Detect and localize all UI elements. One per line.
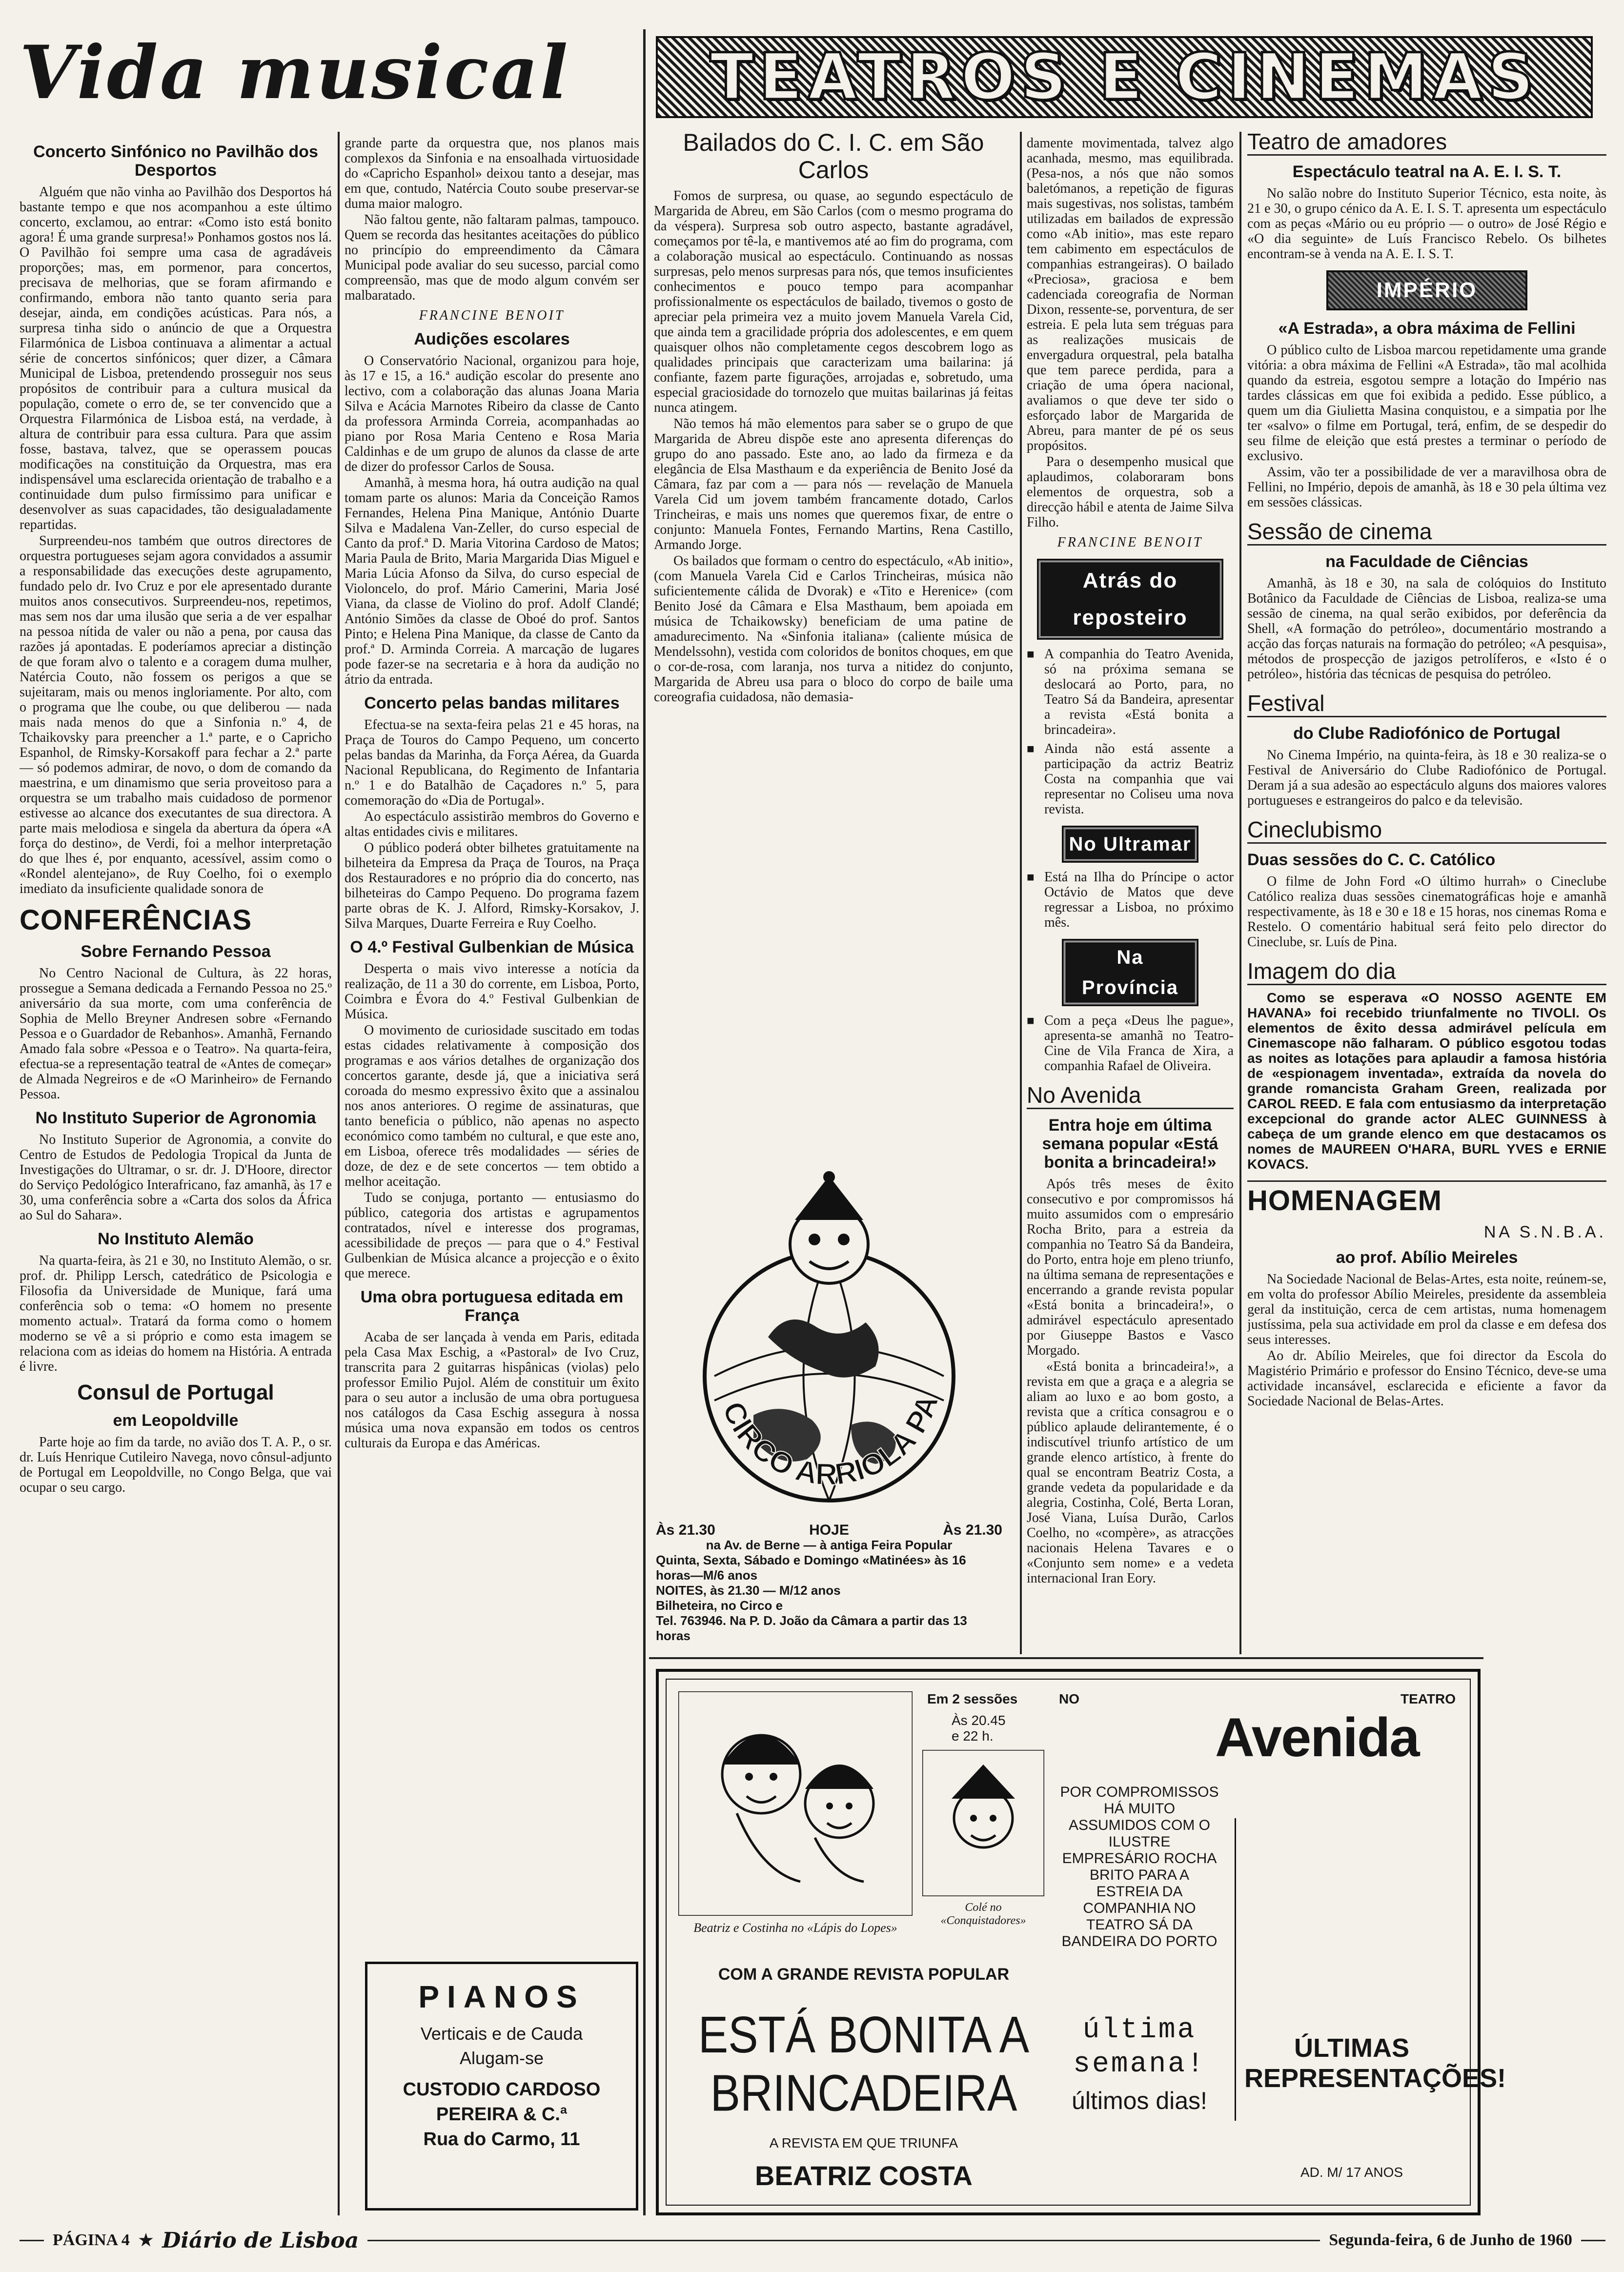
issue-date: Segunda-feira, 6 de Junho de 1960 [1329,2231,1572,2249]
circus-ad-text [656,1522,1002,1643]
bullet-icon: ■ [1027,647,1035,661]
tag-no-ultramar: No Ultramar [1064,828,1196,861]
circus-schedule: Quinta, Sexta, Sábado e Domingo «Matinées» às 16 horas—M/6 anos [656,1553,966,1582]
article-paragraph: «Está bonita a brincadeira!», a revista em que a graça e a alegria se aliam ao luxo e ao bom gosto, a revista que a crítica consagrou e o público aplaude delirantemente, é o indiscutível triunfo artístico de um grande elenco artístico, à frente do qual se encontram Beatriz Costa, a grande vedeta da popularidade e da alegria, Costinha, Colé, Berta Loran, José Viana, Luísa Durão, Carlos Coelho, no «compère», as atracções nacionais Helena Tavares e o «Conjunto sem nome» e a vedeta internacional Iran Eory. [1027,1359,1234,1586]
ad-ultimas-representacoes: ÚLTIMAS REPRESENTAÇÕES! [1244,2033,1506,2093]
article-paragraph: Desperta o mais vivo interesse a notícia da realização, de 11 a 30 do corrente, em Lisboa, Porto, Coimbra e Évora do 4.º Festival Gulbenkian de Música. [345,961,639,1022]
footer-rule [20,2240,44,2241]
page-number: PÁGINA 4 [53,2231,130,2249]
circus-time: Às 21.30 [656,1522,715,1538]
caricature-caption: Beatriz e Costinha no «Lápis do Lopes» [693,1921,897,1935]
news-brief-text: A companhia do Teatro Avenida, só na próxima semana se deslocará ao Porto, para, no Teatro Sá da Bandeira, apresentar a revista «Está bonita a brincadeira». [1044,647,1234,737]
page-footer [20,2228,1605,2252]
column-2 [345,136,639,1951]
headline-audicoes: Audições escolares [414,330,570,348]
circus-location: na Av. de Berne — à antiga Feira Popular [706,1538,953,1552]
pianos-line: Verticais e de Cauda [420,2024,583,2044]
headline-a-estrada: «A Estrada», a obra máxima de Fellini [1278,319,1576,338]
ad-age: AD. M/ 17 ANOS [1300,2165,1403,2180]
footer-rule [1581,2240,1605,2241]
article-paragraph: O movimento de curiosidade suscitado em todas estas cidades relativamente à composição dos programas e aos vários detalhes de organização dos concertos garante, desde já, que a iniciativa será coroada do mesmo expressivo êxito que a assinalou nos anos anteriores. O regime de assinaturas, que tanto beneficia o público, não apenas no aspecto económico como também no cultural, e que este ano, em Lisboa, oferece três modalidades — séries de doze, de dez e de sete concertos — tem obtido a melhor aceitação. [345,1023,639,1189]
ad-triunfa: A REVISTA EM QUE TRIUNFA [769,2135,958,2150]
caricature-icon [678,1691,913,1916]
pianos-address: Rua do Carmo, 11 [423,2129,580,2150]
tag-imperio: IMPÉRIO [1326,270,1527,310]
newspaper-name: Diário de Lisboa [162,2228,359,2253]
article-paragraph: grande parte da orquestra que, nos planos mais complexos da Sinfonia e na ensoalhada virtuosidade do «Capricho Espanhol» deixou tanto a desejar, mas em que, contudo, Natércia Couto soube preservar-se duma maior malogro. [345,136,639,211]
circus-nights: NOITES, às 21.30 — M/12 anos [656,1583,841,1598]
article-paragraph: No salão nobre do Instituto Superior Técnico, esta noite, às 21 e 30, o grupo cénico da A. E. I. S. T. apresenta um espectáculo com as peças «Mário ou eu próprio — o outro» de José Régio e «O dia seguinte» de Luís Francisco Rebelo. Os bilhetes encontram-se à venda na A. E. I. S. T. [1247,186,1606,262]
teatros-cinemas-title: TEATROS E CINEMAS [710,40,1539,115]
article-paragraph: O público culto de Lisboa marcou repetidamente uma grande vitória: a obra máxima de Fellini «A Estrada», tão mal acolhida quando da estreia, esgotou sempre a lotação do Império nas tardes clássicas em que foi exibida a pedido. Esse público, a quem um dia Giulietta Masina conquistou, e a simpatia por lhe ter «salvo» o filme em Portugal, terá, enfim, de se despedir do seu filme de eleição que está prestes a terminar o período de exclusivo. [1247,343,1606,464]
news-brief [1027,1013,1234,1074]
headline-bailados: Bailados do C. I. C. em São Carlos [683,129,984,183]
headline-bandas-militares: Concerto pelas bandas militares [364,694,620,712]
circus-name: CIRCO ARRIOLA PA [715,1390,945,1492]
tag-na-provincia: Na Província [1064,941,1196,1004]
ad-no: NO [1059,1691,1079,1706]
headline-no-avenida: No Avenida [1027,1082,1234,1109]
subhead-faculdade-ciencias: na Faculdade de Ciências [1325,552,1528,571]
circus-time: Às 21.30 [943,1522,1002,1538]
pianos-line: Alugam-se [459,2048,544,2068]
signature: FRANCINE BENOIT [419,308,565,323]
article-paragraph: O filme de John Ford «O último hurrah» o Cineclube Católico realiza duas sessões cinematográficas hoje e amanhã respectivamente, às 18 e 30 e 18 e 15 horas, nos cinemas Roma e Restelo. O comentário habitual será feito pelo director do Cineclube, sr. Luís de Pina. [1247,874,1606,950]
headline-festival: Festival [1247,690,1606,717]
news-brief [1027,647,1234,737]
article-paragraph: Ao espectáculo assistirão membros do Governo e altas entidades civis e militares. [345,809,639,839]
headline-gulbenkian: O 4.º Festival Gulbenkian de Música [350,938,634,956]
subhead-espetaculo-aeist: Espectáculo teatral na A. E. I. S. T. [1292,162,1562,181]
circus-phone: Tel. 763946. Na P. D. João da Câmara a partir das 13 horas [656,1613,967,1643]
bullet-icon: ■ [1027,742,1035,756]
headline-sessao-cinema: Sessão de cinema [1247,519,1606,546]
subhead-fernando-pessoa: Sobre Fernando Pessoa [81,942,271,961]
article-paragraph: Para o desempenho musical que aplaudimos, colaboraram bons elementos de orquestra, sob a direcção hábil e atenta de Jaime Silva Filho. [1027,454,1234,530]
vida-musical-title: Vida musical [20,30,570,116]
pianos-company: CUSTODIO CARDOSO [403,2079,601,2100]
ad-compromissos: POR COMPROMISSOS HÁ MUITO ASSUMIDOS COM O ILUSTRE EMPRESÁRIO ROCHA BRITO PARA A ESTREIA DA COMPANHIA NO TEATRO SÁ DA BANDEIRA DO PORTO [1060,1784,1219,1949]
circus-tickets: Bilheteira, no Circo e [656,1598,783,1613]
headline-cineclubismo: Cineclubismo [1247,817,1606,844]
headline-agronomia: No Instituto Superior de Agronomia [35,1109,316,1127]
bullet-icon: ■ [1027,1014,1035,1028]
ad-avenida-name: Avenida [1215,1707,1419,1768]
tag-atras-do-reposteiro: Atrás do reposteiro [1039,561,1221,638]
column-rule [1020,132,1022,1654]
subhead-snba: NA S.N.B.A. [1483,1223,1606,1241]
column-4 [1027,136,1234,1653]
article-paragraph: Tudo se conjuga, portanto — entusiasmo do público, categoria dos artistas e agrupamentos contratados, nível e interesse dos programas, acessibilidade de preços — para que o 4.º Festival Gulbenkian de Música alcance a projecção e o êxito que merece. [345,1190,639,1281]
headline-consul: Consul de Portugal [77,1380,274,1404]
article-paragraph: O público poderá obter bilhetes gratuitamente na bilheteira da Empresa da Praça de Touros, na Praça dos Restauradores e no próprio dia do concerto, nas bilheteiras do Campo Pequeno. Do programa fazem parte obras de K. J. Alford, Rimsky-Korsakov, J. Silva Marques, Duarte Ferreira e Ruy Coelho. [345,840,639,931]
article-paragraph: Amanhã, à mesma hora, há outra audição na qual tomam parte os alunos: Maria da Conceição Ramos Fernandes, Helena Pina Manique, António Duarte Silva e Madalena Van-Zeller, do curso especial de Canto da prof.ª D. Maria Vitorina Cardoso de Matos; Maria Paula de Brito, Maria Margarida Dias Miguel e Maria Lúcia Afonso da Silva, do curso especial de Violoncelo, do prof. Mário Camerini, Maria José Viana, da classe de Violino do prof. Adolf Clandé; António Simões da classe de Oboé do prof. Santos Pinto; e Helena Pina Manique, da classe de Canto da prof.ª D. Arminda Correia. A marcação de lugares pode fazer-se na secretaria e à hora da audição no átrio da entrada. [345,475,639,687]
footer-rule [367,2240,1320,2241]
article-paragraph: Alguém que não vinha ao Pavilhão dos Desportos há bastante tempo e que nos acompanhou a este último concerto, exclamou, ao entrar: «Como isto está bonito agora! É uma grande surpresa!» Ponhamos gostos nos lá. O Pavilhão foi sempre uma casa de agradáveis proporções; mas, em pormenor, para concertos, precisava de melhorias, que se foram afirmando e confirmando, embora não tanto quanto seria para desejar, ainda, em condições acústicas. Para nós, a surpresa tinha sido o anúncio de que a Orquestra Filarmónica de Lisboa continuava a alimentar a actual série de concertos sinfónicos; quer dizer, a Câmara Municipal de Lisboa, pretendendo prosseguir nos seus propósitos de contribuir para a cultura musical da população, comete o erro de, se ter convencido que a Orquestra Filarmónica de Lisboa está, na verdade, à altura de contribuir para essa cultura. Para que assim fosse, bastava, talvez, que se operassem poucas modificações na constituição da Orquestra, mas era indispensável uma esclarecida orientação de trabalho e a continuidade dum pulso firmíssimo para unificar e desenvolver as suas capacidades, tão desigualadamente repartidas. [20,184,332,532]
news-brief [1027,870,1234,930]
subhead-clube-radiofonico: do Clube Radiofónico de Portugal [1293,724,1561,743]
news-brief [1027,741,1234,817]
ad-sessions: Em 2 sessões [927,1691,1018,1706]
article-paragraph: O Conservatório Nacional, organizou para hoje, às 17 e 15, a 16.ª audição escolar do presente ano lectivo, com a colaboração das alunas Joana Maria Silva e Acácia Marnotes Ribeiro da classe de Canto da professora Arminda Correia, acompanhadas ao piano por Rosa Maria Centeno e Rosa Maria Caldinhas e de um grupo de alunos da classe de arte de dizer do professor Carlos de Sousa. [345,353,639,474]
article-paragraph: No Instituto Superior de Agronomia, a convite do Centro de Estudos de Pedologia Tropical da Junta de Investigações do Ultramar, o sr. dr. J. D'Hoore, director do Serviço Pedológico Interafricano, faz amanhã, às 17 e 30, uma conferência sobre a «Carta dos solos da África ao Sul do Sahara». [20,1132,332,1223]
teatros-cinemas-banner [656,36,1593,118]
column-5 [1247,126,1606,2210]
ad-teatro: TEATRO [1401,1691,1456,1706]
headline-teatro-amadores: Teatro de amadores [1247,129,1606,156]
pianos-company: PEREIRA & C.ª [436,2104,568,2125]
article-paragraph: Parte hoje ao fim da tarde, no avião dos T. A. P., o sr. dr. Luís Henrique Cutileiro Navega, novo cônsul-adjunto de Portugal em Leopoldville, no Congo Belga, que vai ocupar o seu cargo. [20,1435,332,1495]
column-rule [338,132,340,2215]
subhead-leopoldville: em Leopoldville [113,1411,239,1430]
article-paragraph: Na quarta-feira, às 21 e 30, no Instituto Alemão, o sr. prof. dr. Philipp Lersch, catedrático de Psicologia e Filosofia da Universidade de Munique, fará uma conferência sob o tema: «O homem no presente momento actual». Tratará da forma como o homem moderno se vê a si próprio e como esta imagem se relaciona com as ideias do homem na História. A entrada é livre. [20,1253,332,1374]
article-paragraph: Os bailados que formam o centro do espectáculo, «Ab initio», (com Manuela Varela Cid e Carlos Trincheiras, música não suficientemente cálida de Dvorak) e «Tito e Herenice» (com Benito José da Câmara e Elsa Masthaum, bem apoiada em música de Tchaikowsky) beneficiam de uma patine de amadurecimento. Na «Sinfonia italiana» (caliente música de Mendelssohn), vestida com coloridos de bonitos choques, em que o cor-de-rosa, com laranja, nos turva a nitidez do conjunto, Margarida de Abreu usa para o bloco do corpo de baile uma coreografia cuidadosa, não demasia- [654,553,1013,705]
subhead-abilio-meireles: ao prof. Abílio Meireles [1336,1248,1518,1267]
column-1 [20,136,332,2219]
caricature-cole-icon [922,1750,1044,1896]
subhead-cc-catolico: Duas sessões do C. C. Católico [1247,851,1496,869]
article-paragraph: Assim, vão ter a possibilidade de ver a maravilhosa obra de Fellini, no Império, depois de amanhã, às 18 e 30 pela última vez em sessões clássicas. [1247,465,1606,510]
article-paragraph: No Cinema Império, na quinta-feira, às 18 e 30 realiza-se o Festival de Aniversário do Clube Radiofónico de Portugal. Deram já a sua adesão ao espectáculo alguns dos maiores valores portugueses e estrangeiros do palco e da televisão. [1247,748,1606,808]
article-paragraph: Não temos há mão elementos para saber se o grupo de que Margarida de Abreu dispõe este ano apresenta diferenças do grupo do ano passado. Este ano, ao lado da firmeza e da elegância de Elsa Masthaum e da experiência de Benito José da Câmara, faz par com a — para nós — revelação de Manuela Varela Cid um jovem também francamente dotado, Carlos Trincheiras, e mais uns nomes que queremos fixar, de entre o conjunto: Manuela Fontes, Fernando Martins, Rena Castillo, Armando Jorge. [654,416,1013,552]
article-paragraph: Ao dr. Abílio Meireles, que foi director da Escola do Magistério Primário e professor do Ensino Técnico, deve-se uma actividade incansável, esclarecida e eficiente a favor da Sociedade Nacional de Belas-Artes. [1247,1348,1606,1409]
column-3 [654,126,1013,1170]
article-paragraph: Amanhã, às 18 e 30, na sala de colóquios do Instituto Botânico da Faculdade de Ciências de Lisboa, realiza-se uma sessão de cinema, na qual serão exibidos, por deferência da Shell, «A formação do petróleo», documentário mostrando a acção das forças naturais na formação do petróleo; «A pesquisa», métodos de prospecção de jazigos petrolíferos, e «Isto é o petróleo», história das técnicas de pesquisa do petróleo. [1247,576,1606,682]
article-paragraph: Efectua-se na sexta-feira pelas 21 e 45 horas, na Praça de Touros do Campo Pequeno, um concerto pelas bandas da Marinha, da Força Aérea, da Guarda Nacional Republicana, do Regimento de Infantaria n.º 1 e do Batalhão de Caçadores n.º 5, para comemoração do «Dia de Portugal». [345,717,639,808]
pianos-ad [365,1962,638,2211]
news-brief-text: Com a peça «Deus lhe pague», apresenta-se amanhã no Teatro-Cine de Vila Franca de Xira, a companhia Rafael de Oliveira. [1044,1013,1234,1074]
headline-obra-portuguesa: Uma obra portuguesa editada em França [360,1288,624,1325]
news-brief-text: Está na Ilha do Príncipe o actor Octávio de Matos que deve regressar a Lisboa, no próximo mês. [1044,870,1234,930]
headline-instituto-alemao: No Instituto Alemão [98,1230,254,1248]
news-brief-text: Ainda não está assente a participação da actriz Beatriz Costa na companhia que vai representar no Coliseu uma nova revista. [1044,741,1234,817]
signature: FRANCINE BENOIT [1057,535,1203,550]
star-icon: ★ [138,2231,154,2250]
article-paragraph: Acaba de ser lançada à venda em Paris, editada pela Casa Max Eschig, a «Pastoral» de Ivo Cruz, transcrita para 2 guitarras hispânicas (violas) pelo professor Emilio Pujol. Além de constituir um êxito para o seu autor a inclusão de uma obra portuguesa nos catálogos da Casa Eschig assegura à nossa música uma nova expansão em todos os centros culturais da Europa e das Américas. [345,1330,639,1451]
headline-concerto-sinfonico: Concerto Sinfónico no Pavilhão dos Desportos [33,142,318,180]
article-paragraph: Após três meses de êxito consecutivo e por compromissos há muito assumidos com o empresário Rocha Brito, para a estreia da companhia no Teatro Sá da Bandeira, do Porto, entra hoje em pleno triunfo, na última semana de representações e encerrando a grande revista popular «Está bonita a brincadeira!», o admirável espectáculo apresentado por Giuseppe Bastos e Vasco Morgado. [1027,1177,1234,1358]
circus-ad-illustration [656,1171,1002,1518]
bullet-icon: ■ [1027,870,1035,884]
circus-globe-icon [656,1171,1002,1518]
ad-ultima-semana: última semana! [1073,2014,1206,2080]
pianos-title: PIANOS [418,1979,585,2014]
column-rule [643,29,646,2215]
article-paragraph: No Centro Nacional de Cultura, às 22 horas, prossegue a Semana dedicada a Fernando Pessoa no 25.º aniversário da sua morte, com uma conferência de Sophia de Mello Breyner Andresen sobre «Fernando Pessoa e o Guardador de Rebanhos». Amanhã, Fernando Amado fala sobre «Pessoa e o Teatro». Na quarta-feira, efectua-se a representação teatral de «Antes de começar» de Almada Negreiros e de «O Marinheiro» de Fernando Pessoa. [20,966,332,1102]
circus-today: HOJE [809,1522,849,1538]
caricature-caption: Colé no «Conquistadores» [940,1901,1026,1927]
column-rule [1239,132,1241,1654]
article-paragraph: Como se esperava «O NOSSO AGENTE EM HAVANA» foi recebido triunfalmente no TIVOLI. Os elementos de êxito dessa admirável película em Cinemascope não falharam. O público esgotou todas as noites as lotações para aplaudir a famosa história de «espionagem inventada», extraída da novela do grande romancista Graham Green, realizada por CAROL REED. E fala com entusiasmo da interpretação excepcional do grande actor ALEC GUINNESS à cabeça de um grande elenco em que destacamos os nomes de MAUREEN O'HARA, BURL YVES e ERNIE KOVACS. [1247,990,1606,1172]
ad-times: Às 20.45 e 22 h. [952,1713,1006,1744]
headline-conferencias: CONFERÊNCIAS [20,904,252,936]
ad-com-revista: COM A GRANDE REVISTA POPULAR [718,1965,1010,1984]
article-paragraph: Surpreendeu-nos também que outros directores de orquestra portugueses sejam agora convidados a assumir a responsabilidade das execuções deste agrupamento, fundado pelo dr. Ivo Cruz e por ele apresentado durante muitos anos consecutivos. Surpreendeu-nos, repetimos, mas sem nos dar uma ilusão que seria a de ver espalhar na pessoa nítida de valer ou não a pena, por causa das razões já apontadas. E poderíamos apreciar a distinção de que foram alvo o talento e a coragem duma mulher, Natércia Couto, não fossem os perigos a que se sujeitaram, mais ou menos ingloriamente. Por alto, com o programa que lhe coube, ou que deliberou — nada mais nada menos do que a Sinfonia n.º 4, de Tchaikovsky para preencher a 1.ª parte, e o Capricho Espanhol, de Rimsky-Korsakoff para fechar a 2.ª parte — só podemos admirar, de novo, o dom de comando da maestrina, e um dinamismo que seria proveitoso para a orquestra se um trabalho mais cuidadoso de pormenor estivesse ao alcance dos executantes de sua directora. A parte mais melodiosa e singela da abertura da ópera «A força do destino», de Verdi, foi a melhor interpretação do que lhes é, por enquanto, acessível, assim como o «Rondel alentejano», de Ruy Coelho, foi o exemplo imediato da insuficiente qualidade sonora de [20,533,332,896]
article-paragraph: Fomos de surpresa, ou quase, ao segundo espectáculo de Margarida de Abreu, em São Carlos (com o mesmo programa do da véspera). Surpresa sob outro aspecto, bastante agradável, começamos por tê-la, e mantivemos até ao fim do programa, com a colaboração musical ao espectáculo. Continuando as nossas surpresas, pelo menos surpresas para nós, que temos insuficientes conhecimentos e pouco tempo para acompanhar profissionalmente os espectáculos de bailado, tivemos o gosto de apreciar pela primeira vez a muito jovem Manuela Varela Cid, que ainda tem a gracilidade própria dos adolescentes, e em quem quaisquer olhos não completamente cegos descobrem logo as qualidades principais que caracterizam uma bailarina: já confiante, fazem parte figurações, arrojadas e, sobretudo, uma especial graciosidade do tornozelo que muitas bailarinas já feitas nunca atingem. [654,188,1013,415]
article-paragraph: damente movimentada, talvez algo acanhada, mesmo, mas equilibrada. (Pesa-nos, a nós que não somos baletómanos, a repetição de figuras mais sugestivas, nos solistas, também utilizadas em bailados de expressão como «Ab initio», mas este reparo tem cabimento em espectáculos de companhias estrangeiras). O bailado «Preciosa», graciosa e bem cadenciada coreografia de Norman Dixon, ressente-se, porventura, de ser estreia. E pela luta sem tréguas para as realizações musicais de envergadura orquestral, pela batalha que tem parece perdida, para a criação de uma ópera nacional, avaliamos o que deve ter sido o esforçado labor de Margarida de Abreu, para manter de pé os seus propósitos. [1027,136,1234,453]
ad-show-title: ESTÁ BONITA A BRINCADEIRA [698,2006,1030,2122]
article-paragraph: Na Sociedade Nacional de Belas-Artes, esta noite, reúnem-se, em volta do professor Abílio Meireles, presidente da assembleia geral da instituição, cerca de cem artistas, numa homenagem justíssima, pela sua actividade em prol da classe e em defesa dos seus interesses. [1247,1272,1606,1347]
subhead-ultima-semana: Entra hoje em última semana popular «Está bonita a brincadeira!» [1042,1116,1218,1172]
headline-homenagem: HOMENAGEM [1247,1180,1606,1216]
ad-star: BEATRIZ COSTA [755,2160,973,2191]
headline-imagem-do-dia: Imagem do dia [1247,958,1606,985]
article-paragraph: Não faltou gente, não faltaram palmas, tampouco. Quem se recorda das hesitantes aceitações do público no princípio do empreendimento da Câmara Municipal pode avaliar do seu sucesso, parcial como compreensão, mas que de modo algum convém ser malbaratado. [345,212,639,303]
ad-ultimos-dias: últimos dias! [1072,2087,1207,2114]
